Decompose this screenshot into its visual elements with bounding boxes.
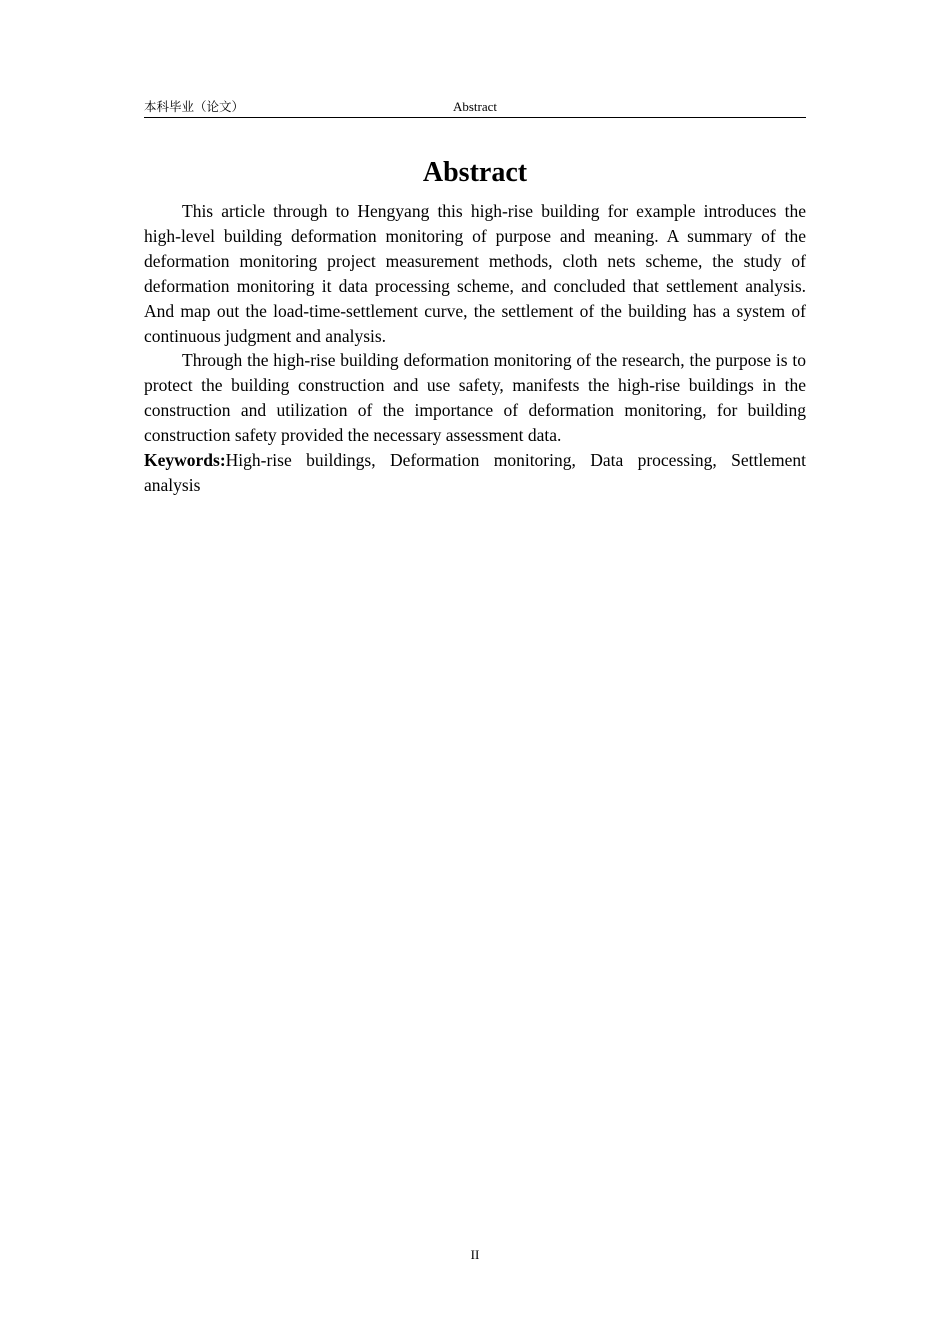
abstract-paragraph-2: Through the high-rise building deformation monitoring of the research, the purpose is to protect the building construction and use safety, manifests the high-rise buildings in the construction and utilization of the importance of deformation monitoring, for building construction safety provided the necessary assessment data. (144, 350, 806, 446)
abstract-paragraph-1: This article through to Hengyang this high-rise building for example introduces the high-level building deformation monitoring of purpose and meaning. A summary of the deformation monitoring project measurement methods, cloth nets scheme, the study of deformation monitoring it data processing scheme, and concluded that settlement analysis. And map out the load-time-settlement curve, the settlement of the building has a system of continuous judgment and analysis. (144, 201, 806, 346)
keywords-line (144, 448, 806, 498)
keywords-text: High-rise buildings, Deformation monitoring, Data processing, Settlement analysis (144, 450, 806, 495)
abstract-title: Abstract (422, 157, 528, 188)
keywords-label: Keywords: (144, 450, 226, 471)
abstract-body (144, 199, 806, 498)
header-thesis-label: 本科毕业（论文） (144, 99, 245, 114)
page-number: II (470, 1247, 480, 1262)
page-header (144, 97, 806, 118)
header-section-title: Abstract (452, 99, 498, 114)
